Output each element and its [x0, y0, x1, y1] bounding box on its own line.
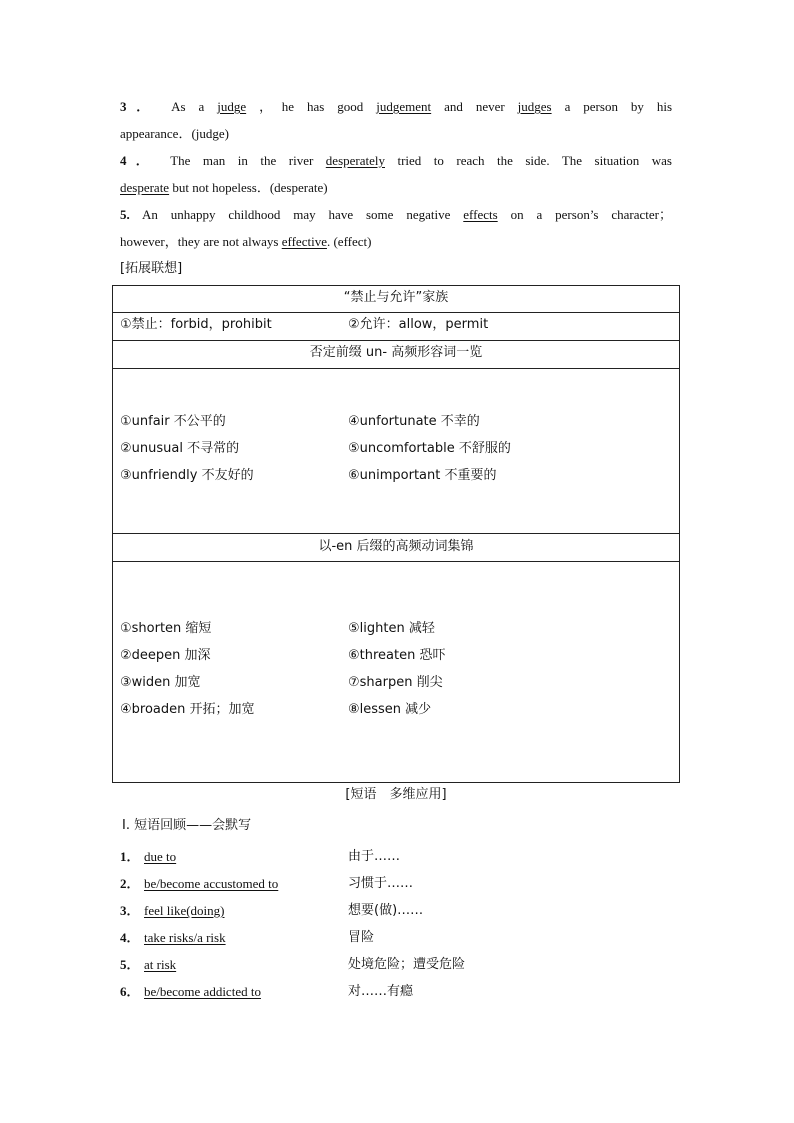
sentence-text: but not hopeless．(desperate) — [172, 180, 328, 195]
section-label: [拓展联想] — [120, 261, 183, 276]
en-item: ③widen 加宽 — [120, 675, 201, 690]
phrase-en: take risks/a risk — [144, 930, 226, 945]
phrase-cn: 冒险 — [348, 930, 375, 945]
phrase-en: due to — [144, 849, 177, 864]
answer-blank: judgement — [376, 99, 432, 114]
phrase-en: be/become accustomed to — [144, 876, 279, 891]
un-item: ⑥unimportant 不重要的 — [348, 468, 497, 483]
en-title: 以-en 后缀的高频动词集锦 — [318, 539, 474, 554]
phrase-number: 1． — [120, 849, 140, 864]
sentence-text: An unhappy childhood may have some negative — [141, 207, 451, 222]
table-divider — [112, 561, 680, 562]
table-divider — [112, 533, 680, 534]
phrase-cn: 对……有瘾 — [348, 984, 414, 999]
table-divider — [112, 312, 680, 313]
sentence-4-line-1 — [120, 151, 672, 171]
phrase-heading: Ⅰ. 短语回顾——会默写 — [122, 818, 252, 833]
phrase-number: 3． — [120, 903, 140, 918]
phrase-en: at risk — [144, 957, 177, 972]
phrase-cn: 习惯于…… — [348, 876, 414, 891]
phrase-en: feel like(doing) — [144, 903, 225, 918]
phrase-section-title: [短语 多维应用] — [345, 787, 447, 802]
phrase-cn: 处境危险；遭受危险 — [348, 957, 466, 972]
sentence-text: on a person’s character； — [510, 207, 673, 222]
en-item: ⑥threaten 恐吓 — [348, 648, 446, 663]
sentence-3-line-2: appearance．(judge) — [120, 126, 229, 141]
sentence-text: and never — [444, 99, 505, 114]
phrase-en: be/become addicted to — [144, 984, 261, 999]
sentence-number: 4． — [120, 153, 158, 168]
answer-blank: desperate — [120, 180, 170, 195]
un-title: 否定前缀 un- 高频形容词一览 — [309, 345, 483, 360]
answer-blank: desperately — [325, 153, 385, 168]
sentence-number: 3． — [120, 99, 159, 114]
phrase-number: 2． — [120, 876, 140, 891]
answer-blank: judge — [217, 99, 247, 114]
en-item: ④broaden 开拓；加宽 — [120, 702, 255, 717]
phrase-cn: 由于…… — [348, 849, 401, 864]
un-item: ②unusual 不寻常的 — [120, 441, 240, 456]
sentence-5-line-1 — [120, 205, 672, 225]
un-item: ⑤uncomfortable 不舒服的 — [348, 441, 511, 456]
answer-blank: effects — [463, 207, 498, 222]
en-item: ⑤lighten 减轻 — [348, 621, 435, 636]
un-item: ①unfair 不公平的 — [120, 414, 226, 429]
phrase-number: 5． — [120, 957, 140, 972]
answer-blank: judges — [517, 99, 552, 114]
sentence-3-line-1 — [120, 97, 672, 117]
en-item: ②deepen 加深 — [120, 648, 211, 663]
sentence-number: 5. — [120, 207, 130, 222]
phrase-row — [120, 928, 672, 948]
sentence-4-line-2 — [120, 178, 672, 198]
sentence-text: tried to reach the side. The situation was — [397, 153, 672, 168]
family-right: ②允许：allow，permit — [348, 317, 489, 332]
family-left: ①禁止：forbid，prohibit — [120, 317, 272, 332]
sentence-5-line-2 — [120, 232, 672, 252]
sentence-text: (effect) — [333, 234, 372, 249]
table-divider — [112, 340, 680, 341]
un-item: ④unfortunate 不幸的 — [348, 414, 480, 429]
sentence-text: however，they are not always — [120, 234, 279, 249]
sentence-text: a person by his — [564, 99, 673, 114]
sentence-text: . — [326, 234, 331, 249]
answer-blank: effective — [281, 234, 327, 249]
sentence-text: As a — [171, 99, 205, 114]
family-title: “禁止与允许”家族 — [343, 290, 449, 305]
phrase-number: 4． — [120, 930, 140, 945]
sentence-text: ，he has good — [259, 99, 364, 114]
table-divider — [112, 368, 680, 369]
phrase-cn: 想要(做)…… — [348, 903, 424, 918]
en-item: ⑧lessen 减少 — [348, 702, 432, 717]
un-item: ③unfriendly 不友好的 — [120, 468, 254, 483]
phrase-number: 6． — [120, 984, 140, 999]
sentence-text: The man in the river — [170, 153, 314, 168]
en-item: ①shorten 缩短 — [120, 621, 212, 636]
en-item: ⑦sharpen 削尖 — [348, 675, 443, 690]
